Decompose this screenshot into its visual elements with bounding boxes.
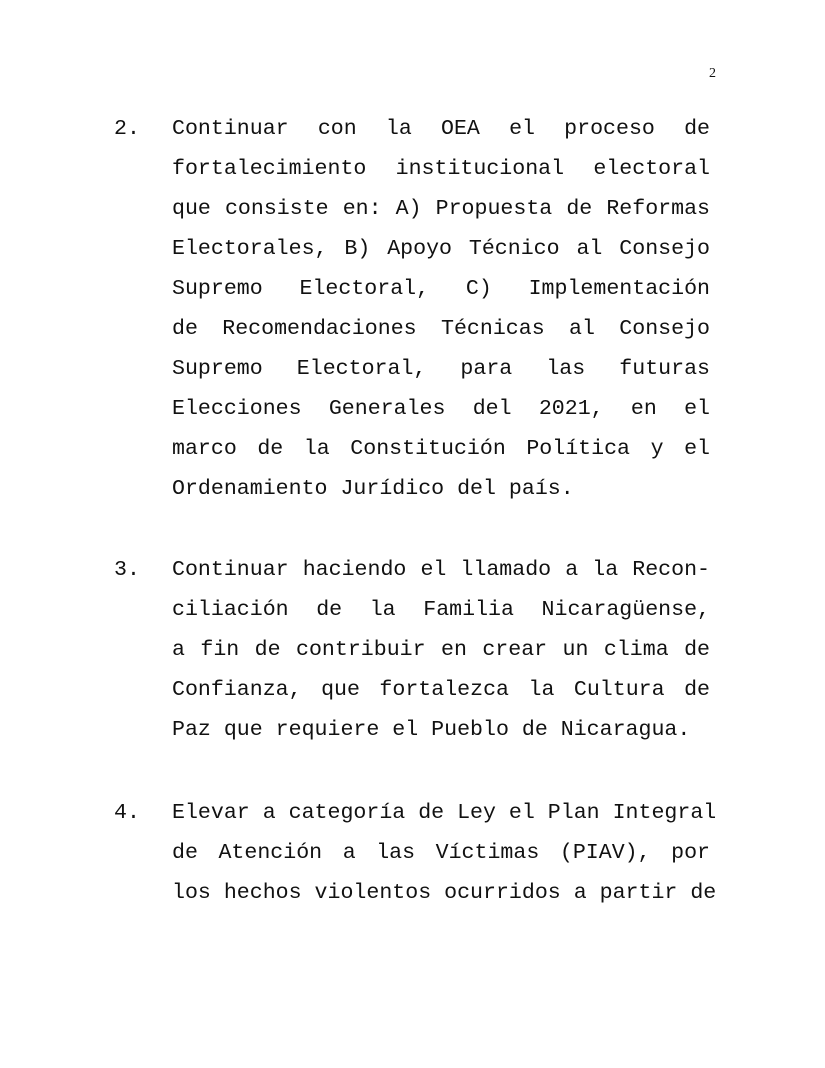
paragraph-line: Confianza, que fortalezca la Cultura de: [172, 678, 710, 702]
paragraph-line: ciliación de la Familia Nicaragüense,: [172, 598, 710, 622]
item-paragraph: [172, 550, 710, 750]
paragraph-line: Continuar con la OEA el proceso de: [172, 117, 710, 141]
item-number: 4.: [114, 801, 140, 825]
item-paragraph: [172, 793, 717, 913]
page-number: 2: [709, 66, 716, 81]
item-number: 3.: [114, 558, 140, 582]
paragraph-line: de Atención a las Víctimas (PIAV), por: [172, 841, 710, 865]
paragraph-line: Supremo Electoral, C) Implementación: [172, 277, 710, 301]
paragraph-line: Electorales, B) Apoyo Técnico al Consejo: [172, 237, 710, 261]
paragraph-line: fortalecimiento institucional electoral: [172, 157, 710, 181]
item-paragraph: [172, 109, 710, 509]
paragraph-line: Supremo Electoral, para las futuras: [172, 357, 710, 381]
paragraph-line: Elevar a categoría de Ley el Plan Integral: [172, 801, 717, 825]
paragraph-line: los hechos violentos ocurridos a partir de: [172, 881, 717, 905]
paragraph-line: Ordenamiento Jurídico del país.: [172, 477, 574, 501]
paragraph-line: Paz que requiere el Pueblo de Nicaragua.: [172, 718, 691, 742]
paragraph-line: marco de la Constitución Política y el: [172, 437, 710, 461]
paragraph-line: a fin de contribuir en crear un clima de: [172, 638, 710, 662]
paragraph-line: Continuar haciendo el llamado a la Recon-: [172, 558, 710, 582]
item-number: 2.: [114, 117, 140, 141]
paragraph-line: Elecciones Generales del 2021, en el: [172, 397, 710, 421]
paragraph-line: de Recomendaciones Técnicas al Consejo: [172, 317, 710, 341]
paragraph-line: que consiste en: A) Propuesta de Reformas: [172, 197, 710, 221]
